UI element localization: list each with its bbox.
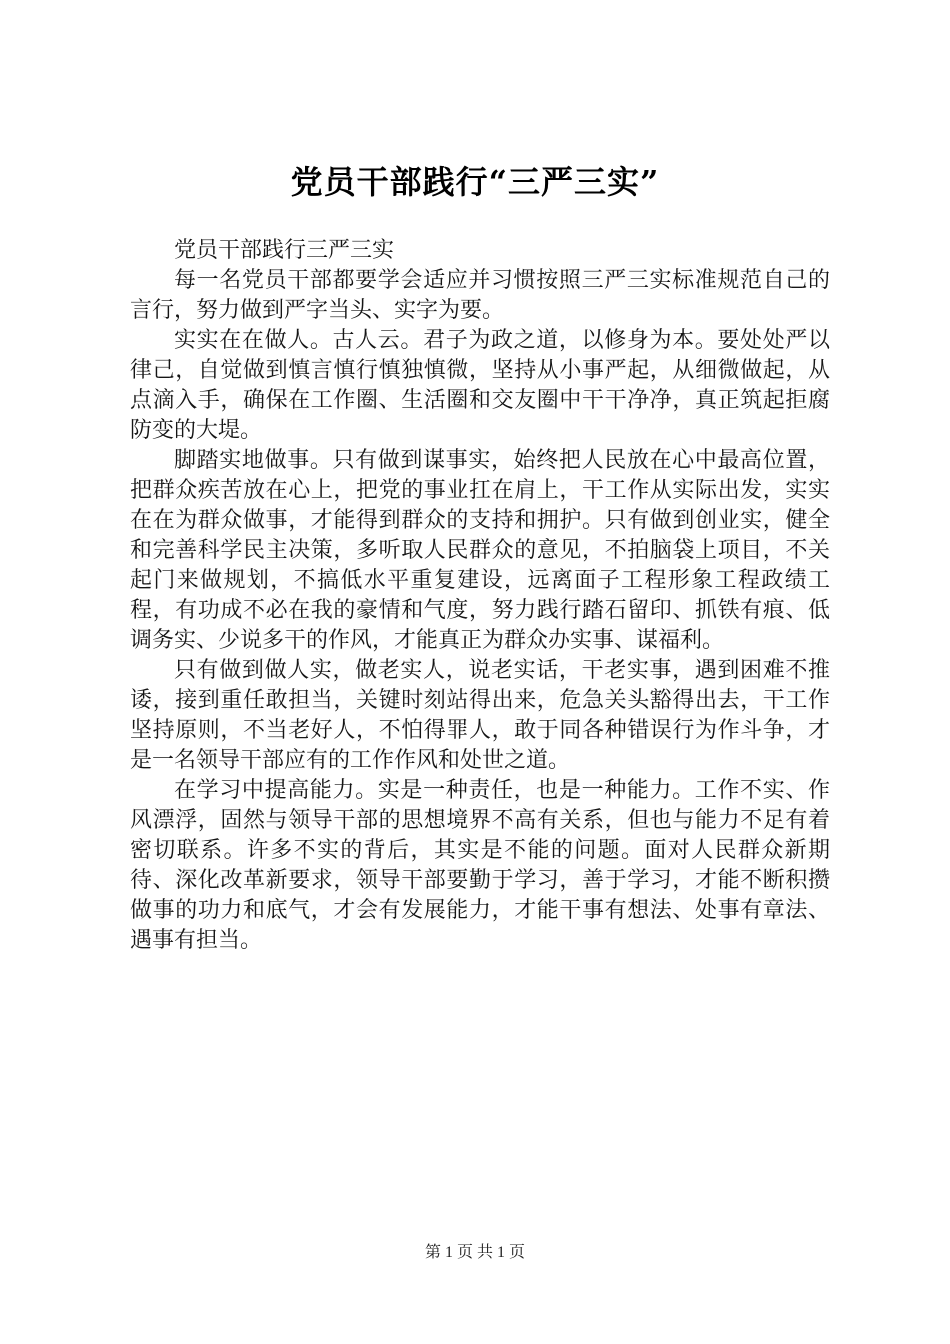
subtitle-paragraph: 党员干部践行三严三实 — [174, 238, 395, 263]
document-body — [130, 236, 830, 956]
body-paragraph: 脚踏实地做事。只有做到谋事实，始终把人民放在心中最高位置，把群众疾苦放在心上，把党的事业扛在肩上，干工作从实际出发，实实在在为群众做事，才能得到群众的支持和拥护。只有做到创业实，健全和完善科学民主决策，多听取人民群众的意见，不拍脑袋上项目，不关起门来做规划，不搞低水平重复建设，远离面子工程形象工程政绩工程，有功成不必在我的豪情和气度，努力践行踏石留印、抓铁有痕、低调务实、少说多干的作风，才能真正为群众办实事、谋福利。 — [130, 448, 830, 653]
page-number-footer: 第 1 页 共 1 页 — [424, 1244, 525, 1261]
document-title: 党员干部践行“三严三实” — [290, 163, 660, 201]
body-paragraph: 只有做到做人实，做老实人，说老实话，干老实事，遇到困难不推诿，接到重任敢担当，关键时刻站得出来，危急关头豁得出去，干工作坚持原则，不当老好人，不怕得罪人，敢于同各种错误行为作斗争，才是一名领导干部应有的工作作风和处世之道。 — [130, 658, 830, 773]
body-paragraph: 实实在在做人。古人云。君子为政之道，以修身为本。要处处严以律己，自觉做到慎言慎行慎独慎微，坚持从小事严起，从细微做起，从点滴入手，确保在工作圈、生活圈和交友圈中干干净净，真正筑起拒腐防变的大堤。 — [130, 328, 830, 443]
body-paragraph: 在学习中提高能力。实是一种责任，也是一种能力。工作不实、作风漂浮，固然与领导干部的思想境界不高有关系，但也与能力不足有着密切联系。许多不实的背后，其实是不能的问题。面对人民群众新期待、深化改革新要求，领导干部要勤于学习，善于学习，才能不断积攒做事的功力和底气，才会有发展能力，才能干事有想法、处事有章法、遇事有担当。 — [130, 778, 830, 953]
body-paragraph: 每一名党员干部都要学会适应并习惯按照三严三实标准规范自己的言行，努力做到严字当头、实字为要。 — [130, 268, 830, 323]
